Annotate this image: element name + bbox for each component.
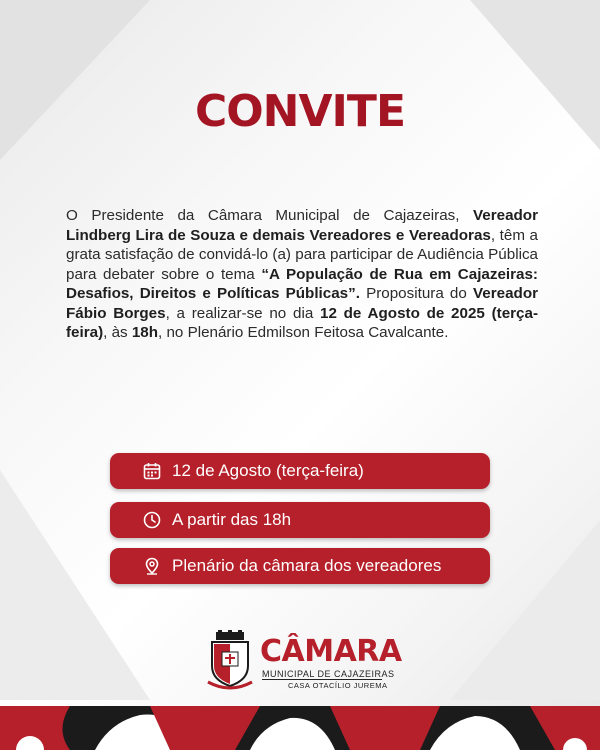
text-segment: Propositura do — [359, 285, 473, 302]
text-segment-bold: “A População de Rua em Cajazeiras: Desafios, Direitos e Políticas Públicas”. — [66, 265, 538, 302]
logo-wordmark: CÂMARA — [260, 634, 402, 669]
time-banner — [110, 502, 490, 538]
location-pin-icon — [142, 556, 162, 576]
date-label: 12 de Agosto (terça-feira) — [172, 461, 364, 480]
invitation-text — [66, 206, 538, 343]
text-segment: , no Plenário Edmilson Feitosa Cavalcante. — [158, 324, 449, 341]
date-banner — [110, 453, 490, 489]
text-segment: , às — [103, 324, 132, 341]
text-segment-bold: Vereador Lindberg Lira de Souza e demais Vereadores e Vereadoras — [66, 207, 538, 244]
time-label: A partir das 18h — [172, 510, 292, 529]
text-segment: O Presidente da Câmara Municipal de Cajazeiras, — [66, 207, 473, 224]
text-segment: , têm a grata satisfação de convidá-lo (a) para participar de Audiência Pública para debater sobre o tema — [66, 226, 538, 283]
location-banner — [110, 548, 490, 584]
logo-divider — [262, 679, 382, 680]
clock-icon — [142, 510, 162, 530]
logo-tagline: CASA OTACÍLIO JUREMA — [288, 681, 388, 690]
text-segment-bold: 12 de Agosto de 2025 (terça-feira) — [66, 304, 539, 341]
location-label: Plenário da câmara dos vereadores — [172, 556, 442, 575]
crest-icon — [206, 630, 254, 692]
camara-logo — [206, 630, 406, 692]
text-segment-bold: Vereador Fábio Borges — [66, 285, 539, 322]
page-title: CONVITE — [194, 86, 405, 137]
text-segment-bold: 18h — [131, 324, 159, 341]
calendar-icon — [142, 461, 162, 481]
logo-subtitle: MUNICIPAL DE CAJAZEIRAS — [262, 669, 395, 679]
text-segment: , a realizar-se no dia — [165, 304, 321, 322]
